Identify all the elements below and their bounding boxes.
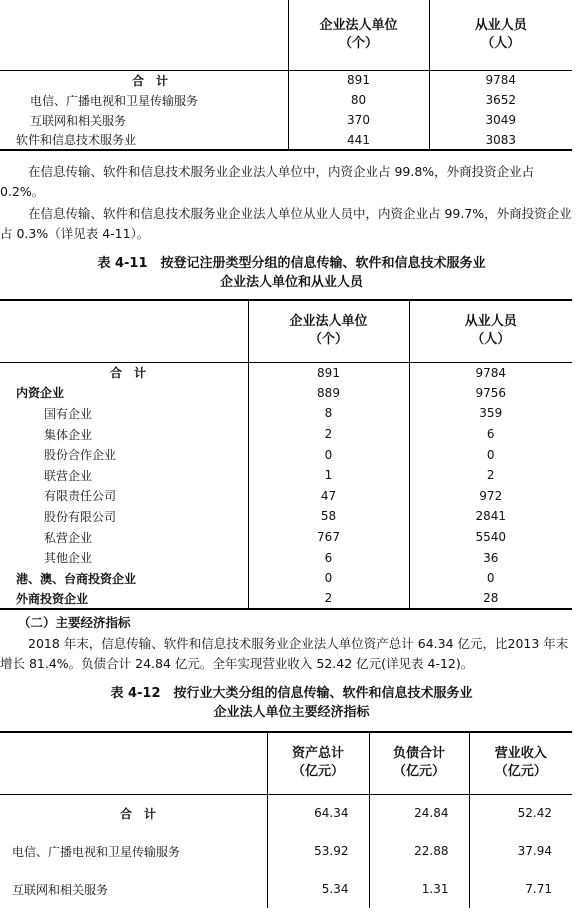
table-header-blank — [0, 732, 267, 794]
table-row: 股份合作企业 0 0 — [0, 444, 572, 465]
header-employees: 从业人员 （人） — [429, 0, 572, 70]
table-row: 有限责任公司 47 972 — [0, 486, 572, 507]
table-registration-type — [0, 299, 572, 610]
table-row: 互联网和相关服务 370 3049 — [0, 110, 572, 130]
header-employees: 从业人员 （人） — [409, 300, 572, 362]
table-row: 股份有限公司 58 2841 — [0, 506, 572, 527]
table-industry-units — [0, 0, 572, 151]
table-row: 私营企业 767 5540 — [0, 527, 572, 548]
table-row: 软件和信息技术服务业 441 3083 — [0, 130, 572, 150]
table-row: 联营企业 1 2 — [0, 465, 572, 486]
table-row: 集体企业 2 6 — [0, 424, 572, 445]
header-units: 企业法人单位 （个） — [288, 0, 429, 70]
table-row: 港、澳、台商投资企业 0 0 — [0, 568, 572, 589]
paragraph-share-units: 在信息传输、软件和信息技术服务业企业法人单位中，内资企业占 99.8%，外商投资企业占 0.2%。 — [0, 164, 535, 199]
table-row: 合 计 891 9784 — [0, 70, 572, 90]
header-revenue: 营业收入 （亿元） — [469, 732, 572, 794]
table-row: 合 计 64.34 24.84 52.42 — [0, 794, 572, 832]
table-economic-indicators — [0, 731, 572, 908]
table-row: 内资企业 889 9756 — [0, 383, 572, 404]
table-row: 互联网和相关服务 5.34 1.31 7.71 — [0, 870, 572, 908]
section-heading: （二）主要经济指标 — [18, 615, 131, 630]
table-4-12-caption: 表 4-12 按行业大类分组的信息传输、软件和信息技术服务业 企业法人单位主要经济指标 — [110, 686, 473, 720]
table-4-11-caption: 表 4-11 按登记注册类型分组的信息传输、软件和信息技术服务业 企业法人单位和从业人员 — [97, 256, 486, 290]
table-header-blank — [0, 300, 248, 362]
header-assets: 资产总计 （亿元） — [267, 732, 369, 794]
table-row: 外商投资企业 2 28 — [0, 589, 572, 610]
table-row: 电信、广播电视和卫星传输服务 80 3652 — [0, 90, 572, 110]
table-row: 国有企业 8 359 — [0, 403, 572, 424]
table-row: 其他企业 6 36 — [0, 547, 572, 568]
table-row: 合 计 891 9784 — [0, 362, 572, 383]
table-header-blank — [0, 0, 288, 70]
paragraph-economic-indicators: 2018 年末，信息传输、软件和信息技术服务业企业法人单位资产总计 64.34 亿元，比2013 年末增长 81.4%。负债合计 24.84 亿元。全年实现营业收入 52.42 亿元(详见表 4-12)。 — [0, 636, 569, 671]
header-units: 企业法人单位 （个） — [248, 300, 409, 362]
table-row: 电信、广播电视和卫星传输服务 53.92 22.88 37.94 — [0, 832, 572, 870]
paragraph-share-employees: 在信息传输、软件和信息技术服务业企业法人单位从业人员中，内资企业占 99.7%，外商投资企业占 0.3%（详见表 4-11）。 — [0, 206, 572, 241]
header-liabilities: 负债合计 （亿元） — [369, 732, 469, 794]
